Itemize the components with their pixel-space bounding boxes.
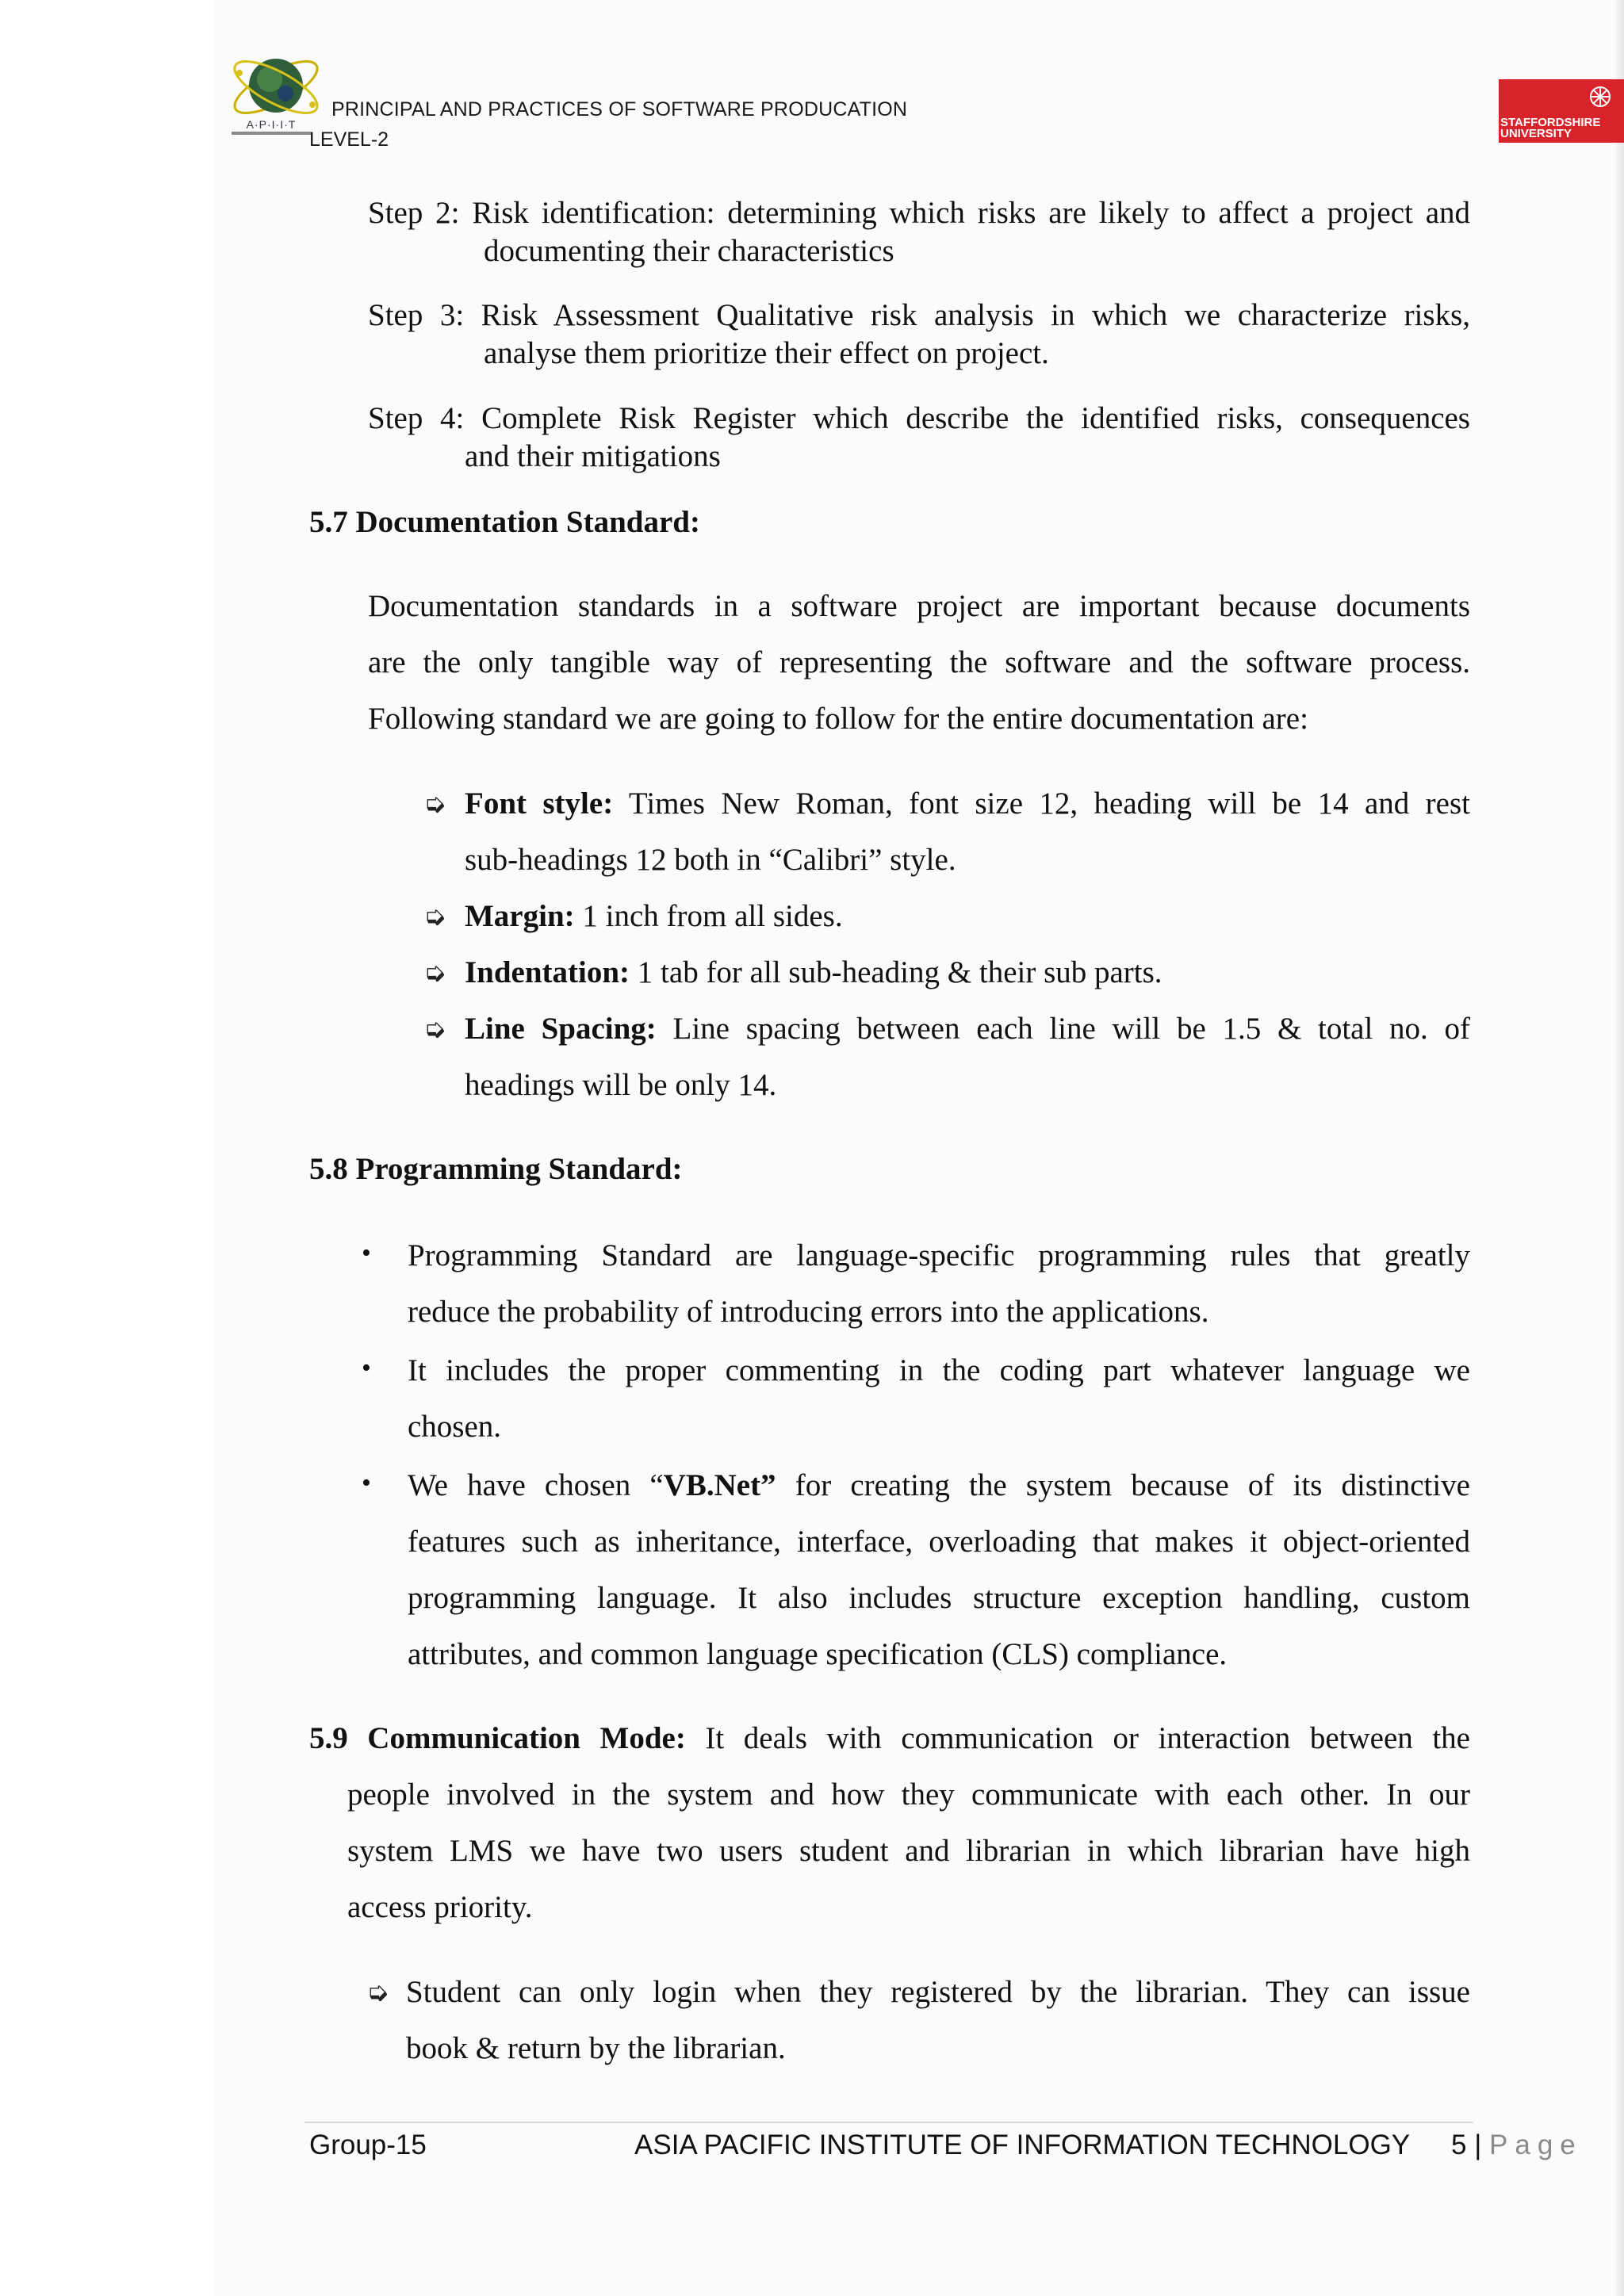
arrow-bullet-icon: ➭	[423, 901, 446, 932]
section-5-8-heading: 5.8 Programming Standard:	[309, 1152, 683, 1186]
bullet-dot-icon: •	[362, 1353, 371, 1383]
indentation-text: 1 tab for all sub-heading & their sub parts.	[630, 955, 1162, 989]
step4-line1: Step 4: Complete Risk Register which describe the identified risks, consequences	[368, 401, 1470, 435]
arrow-bullet-icon: ➭	[423, 1013, 446, 1045]
step2-line2: documenting their characteristics	[484, 234, 894, 268]
font-style-text: Times New Roman, font size 12, heading will be 14 and rest	[613, 786, 1470, 821]
vbnet-post: for creating the system because of its distinctive	[776, 1468, 1470, 1502]
page-word: Page	[1489, 2130, 1583, 2160]
s58-bullet3-line3: programming language. It also includes structure exception handling, custom	[408, 1581, 1470, 1615]
step4-line2: and their mitigations	[465, 439, 721, 473]
indentation-label: Indentation:	[465, 955, 630, 989]
line-spacing-text: Line spacing between each line will be 1.5 & total no. of	[656, 1012, 1470, 1046]
step3-line2: analyse them prioritize their effect on project.	[484, 336, 1049, 370]
s57-para-line1: Documentation standards in a software project are important because documents	[368, 589, 1470, 623]
s58-bullet3-line2: features such as inheritance, interface, overloading that makes it object-oriented	[408, 1525, 1470, 1559]
bullet-dot-icon: •	[362, 1468, 371, 1498]
s59-line3: system LMS we have two users student and librarian in which librarian have high	[347, 1834, 1470, 1868]
step2-line1: Step 2: Risk identification: determining which risks are likely to affect a project and	[368, 196, 1470, 230]
document-level: LEVEL-2	[309, 128, 389, 151]
staffordshire-logo-line1: STAFFORDSHIRE	[1500, 116, 1601, 129]
margin-label: Margin:	[465, 899, 575, 933]
s57-indentation-line	[465, 955, 1162, 990]
footer-group: Group-15	[309, 2130, 427, 2160]
arrow-bullet-icon: ➭	[423, 788, 446, 820]
s59-item-line1: Student can only login when they registered by the librarian. They can issue	[406, 1975, 1470, 2009]
s59-item-line2: book & return by the librarian.	[406, 2031, 786, 2065]
section-5-9-heading: 5.9 Communication Mode:	[309, 1721, 686, 1755]
s58-bullet2-line2: chosen.	[408, 1410, 502, 1444]
step3-line1: Step 3: Risk Assessment Qualitative risk analysis in which we characterize risks,	[368, 298, 1470, 332]
s57-font-style-line1	[465, 786, 1470, 821]
s57-font-style-line2: sub-headings 12 both in “Calibri” style.	[465, 843, 956, 877]
font-style-label: Font style:	[465, 786, 614, 821]
page-number: 5	[1451, 2130, 1467, 2160]
vbnet-label: VB.Net”	[663, 1468, 776, 1502]
line-spacing-label: Line Spacing:	[465, 1012, 657, 1046]
s59-line1-text: It deals with communication or interaction between the	[685, 1721, 1470, 1755]
s58-bullet3-line1	[408, 1468, 1470, 1503]
margin-text: 1 inch from all sides.	[574, 899, 843, 933]
s59-line2: people involved in the system and how they communicate with each other. In our	[347, 1777, 1470, 1812]
s57-para-line2: are the only tangible way of representing the software and the software process.	[368, 645, 1470, 679]
section-5-7-heading: 5.7 Documentation Standard:	[309, 505, 700, 539]
s59-line4: access priority.	[347, 1890, 533, 1924]
arrow-bullet-icon: ➭	[423, 957, 446, 989]
apiit-logo-text: A·P·I·I·T	[246, 118, 297, 131]
page-separator: |	[1474, 2130, 1482, 2160]
s59-line1	[309, 1720, 1470, 1756]
footer-institute: ASIA PACIFIC INSTITUTE OF INFORMATION TECHNOLOGY	[634, 2130, 1411, 2160]
s58-bullet3-line4: attributes, and common language specification (CLS) compliance.	[408, 1637, 1228, 1671]
s57-margin-line	[465, 898, 843, 934]
document-title: PRINCIPAL AND PRACTICES OF SOFTWARE PRODUCATION	[331, 98, 908, 121]
apiit-globe-logo	[224, 46, 325, 140]
staffordshire-logo	[1499, 79, 1624, 143]
s57-line-spacing-line2: headings will be only 14.	[465, 1068, 777, 1102]
footer-page-indicator	[1451, 2130, 1583, 2161]
s58-bullet2-line1: It includes the proper commenting in the coding part whatever language we	[408, 1353, 1470, 1387]
s57-para-line3: Following standard we are going to follow for the entire documentation are:	[368, 702, 1308, 736]
arrow-bullet-icon: ➭	[366, 1976, 389, 2008]
staffordshire-logo-line2: UNIVERSITY	[1500, 127, 1572, 140]
vbnet-pre: We have chosen “	[408, 1468, 664, 1502]
s58-bullet1-line1: Programming Standard are language-specific programming rules that greatly	[408, 1238, 1470, 1272]
footer-divider	[304, 2122, 1473, 2123]
s57-line-spacing-line1	[465, 1011, 1470, 1047]
s58-bullet1-line2: reduce the probability of introducing errors into the applications.	[408, 1295, 1209, 1329]
bullet-dot-icon: •	[362, 1238, 371, 1268]
page-edge	[1616, 0, 1624, 2296]
